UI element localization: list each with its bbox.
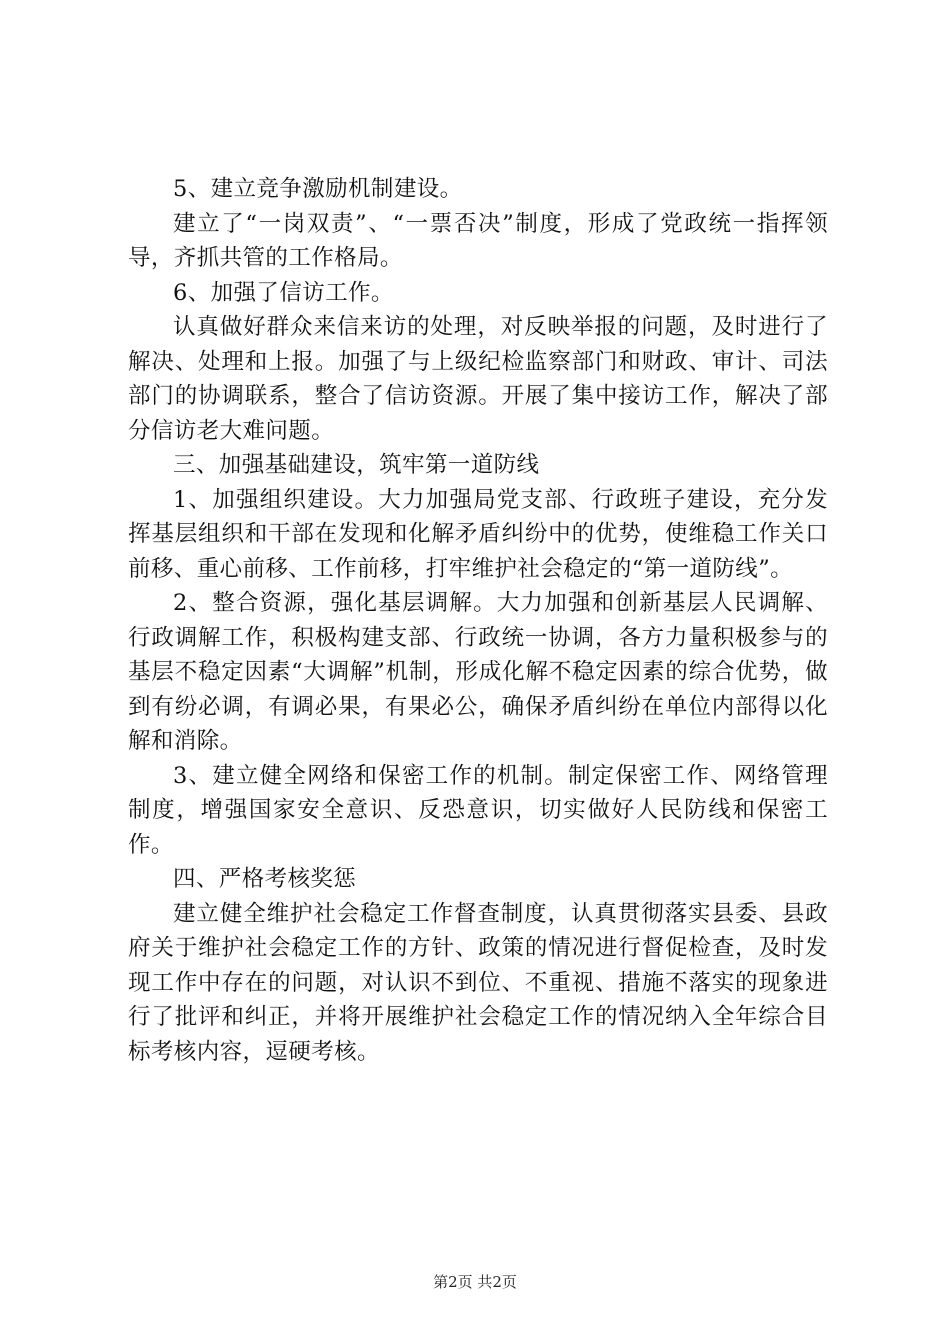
paragraph-section-6-heading: 6、加强了信访工作。 [173, 279, 394, 306]
paragraph-part-3-item-2: 2、整合资源，强化基层调解。大力加强和创新基层人民调解、行政调解工作，积极构建支部、行政统一协调，各方力量积极参与的基层不稳定因素“大调解”机制，形成化解不稳定因素的综合优势，做到有纷必调，有调必果，有果必公，确保矛盾纠纷在单位内部得以化解和消除。 [128, 590, 828, 754]
paragraph-part-3-heading: 三、加强基础建设，筑牢第一道防线 [173, 452, 540, 478]
paragraph-section-5-body: 建立了“一岗双责”、“一票否决”制度，形成了党政统一指挥领导，齐抓共管的工作格局。 [128, 210, 828, 271]
paragraph-section-5-heading: 5、建立竞争激励机制建设。 [173, 176, 463, 202]
paragraph-part-3-item-1: 1、加强组织建设。大力加强局党支部、行政班子建设，充分发挥基层组织和干部在发现和化解矛盾纠纷中的优势，使维稳工作关口前移、重心前移、工作前移，打牢维护社会稳定的“第一道防线”。 [128, 486, 828, 582]
paragraph-part-3-item-3: 3、建立健全网络和保密工作的机制。制定保密工作、网络管理制度，增强国家安全意识、反恐意识，切实做好人民防线和保密工作。 [128, 762, 828, 858]
paragraph-section-6-body: 认真做好群众来信来访的处理，对反映举报的问题，及时进行了解决、处理和上报。加强了与上级纪检监察部门和财政、审计、司法部门的协调联系，整合了信访资源。开展了集中接访工作，解决了部分信访老大难问题。 [128, 314, 828, 444]
page-footer [0, 1272, 950, 1292]
paragraph-part-4-heading: 四、严格考核奖惩 [173, 866, 357, 892]
page-number-label: 第2页 共2页 [433, 1273, 517, 1291]
document-body [128, 172, 828, 1069]
paragraph-part-4-body: 建立健全维护社会稳定工作督查制度，认真贯彻落实县委、县政府关于维护社会稳定工作的方针、政策的情况进行督促检查，及时发现工作中存在的问题，对认识不到位、不重视、措施不落实的现象进行了批评和纠正，并将开展维护社会稳定工作的情况纳入全年综合目标考核内容，逗硬考核。 [128, 900, 828, 1065]
